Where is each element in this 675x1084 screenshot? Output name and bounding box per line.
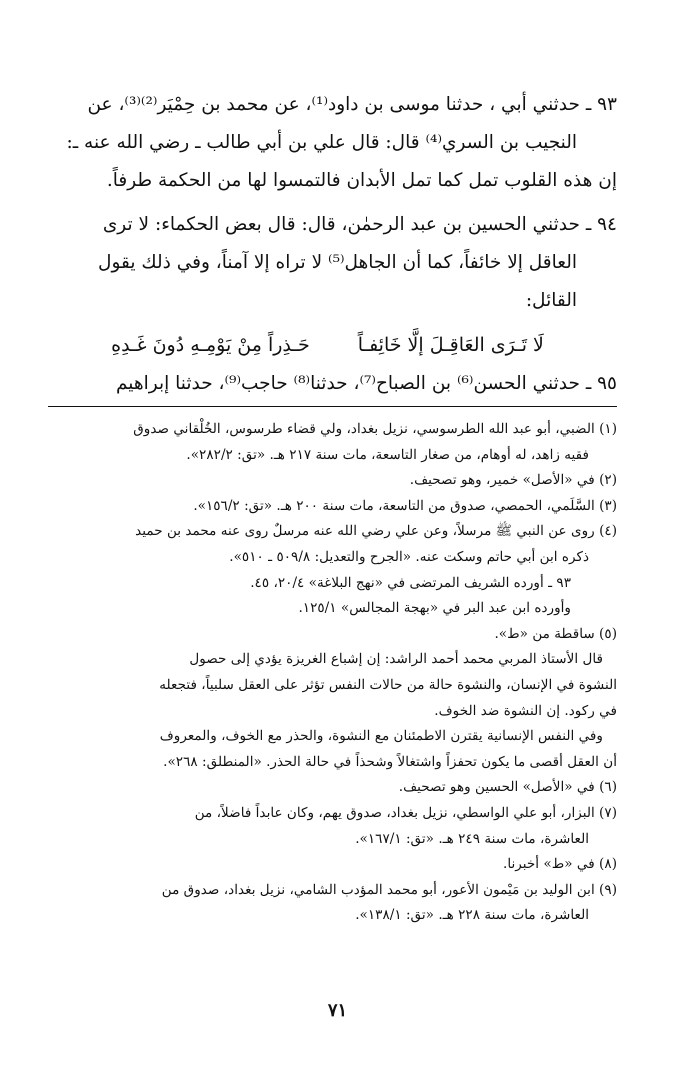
takhrij-93-line2: وأورده ابن عبد البر في «بهجة المجالس» ١٢٥/١. — [298, 600, 571, 617]
takhrij-93-line1: ٩٣ ـ أورده الشريف المرتضى في «نهج البلاغة» ٢٠/٤، ٤٥. — [250, 574, 571, 591]
page-number: ٧١ — [327, 1000, 348, 1021]
p93-line3: إن هذه القلوب تمل كما تمل الأبدان فالتمسوا لها من الحكمة طرفاً. — [106, 170, 617, 191]
footnote-1-line2: فقيه زاهد، له أوهام، من صغار التاسعة، مات سنة ٢١٧ هـ. «تق: ٢٨٢/٢». — [186, 446, 589, 463]
footnote-5 — [48, 622, 617, 648]
footnote-9-line2: العاشرة، مات سنة ٢٢٨ هـ. «تق: ١٣٨/١». — [355, 907, 589, 924]
footnote-5-comment-line2: النشوة في الإنسان، والنشوة حالة من حالات النفس تؤثر على العقل سلبياً، فتجعله — [159, 676, 617, 693]
footnote-9 — [48, 878, 617, 929]
page-body — [48, 86, 617, 929]
poetry-verse — [48, 326, 617, 364]
paragraph-94 — [48, 206, 617, 320]
footnote-4-line2: ذكره ابن أبي حاتم وسكت عنه. «الجرح والتعديل: ٥٠٩/٨ ـ ٥١٠». — [229, 548, 589, 565]
p95-line1: ٩٥ ـ حدثني الحسن⁽⁶⁾ بن الصباح⁽⁷⁾، حدثنا⁽⁸⁾ حاجب⁽⁹⁾، حدثنا إبراهيم — [115, 373, 617, 394]
footnote-9-line1: (٩) ابن الوليد بن مَيْمون الأعور، أبو محمد المؤدب الشامي، نزيل بغداد، صدوق من — [161, 881, 617, 898]
verse-hemistich-1: لَا تَـرَى العَاقِـلَ إلَّا خَائِفـاً — [357, 334, 544, 356]
p93-line1: ٩٣ ـ حدثني أبي ، حدثنا موسى بن داود⁽¹⁾، عن محمد بن حِمْيَر⁽²⁾⁽³⁾، عن — [87, 94, 617, 115]
footnote-5-comment-line3: في ركود. إن النشوة ضد الخوف. — [434, 702, 617, 719]
footnote-2 — [48, 468, 617, 494]
footnote-3 — [48, 494, 617, 520]
footnote-4 — [48, 519, 617, 570]
footnote-3-text: (٣) السَّلَمي، الحمصي، صدوق من التاسعة، مات سنة ٢٠٠ هـ. «تق: ١٥٦/٢». — [193, 497, 617, 514]
footnote-8-text: (٨) في «ط» أخبرنا. — [503, 856, 617, 873]
footnote-5-comment-line5: أن العقل أقصى ما يكون تحفزاً واشتغالاً وشحذاً في حالة الحذر. «المنطلق: ٢٦٨». — [163, 753, 617, 770]
footnote-1-line1: (١) الضبي، أبو عبد الله الطرسوسي، نزيل بغداد، ولي قضاء طرسوس، الخُلْقاني صدوق — [133, 421, 617, 437]
footnote-2-text: (٢) في «الأصل» خمير، وهو تصحيف. — [409, 472, 617, 489]
footnote-6-text: (٦) في «الأصل» الحسين وهو تصحيف. — [398, 779, 617, 796]
p94-line2: العاقل إلا خائفاً، كما أن الجاهل⁽⁵⁾ لا تراه إلا آمناً، وفي ذلك يقول — [98, 252, 577, 273]
paragraph-95 — [48, 366, 617, 407]
footnote-5-comment-line1: قال الأستاذ المربي محمد أحمد الراشد: إن إشباع الغريزة يؤدي إلى حصول — [189, 651, 603, 668]
footnote-6 — [48, 775, 617, 801]
footnotes — [48, 417, 617, 929]
p94-line1: ٩٤ ـ حدثني الحسين بن عبد الرحمٰن، قال: قال بعض الحكماء: لا ترى — [102, 214, 617, 235]
footnote-7-line2: العاشرة، مات سنة ٢٤٩ هـ. «تق: ١٦٧/١». — [355, 830, 589, 847]
footnote-5-comment-line4: وفي النفس الإنسانية يقترن الاطمئنان مع النشوة، والحذر مع الخوف، والمعروف — [159, 728, 603, 745]
footnote-7 — [48, 801, 617, 852]
footnote-1 — [48, 417, 617, 468]
p93-line2: النجيب بن السري⁽⁴⁾ قال: قال علي بن أبي طالب ـ رضي الله عنه ـ: — [66, 132, 577, 153]
paragraph-93 — [48, 86, 617, 200]
footnote-8 — [48, 852, 617, 878]
verse-hemistich-2: حَـذِراً مِنْ يَوْمِـهِ دُونَ غَـدِهِ — [111, 334, 310, 356]
footnote-7-line1: (٧) البزار، أبو علي الواسطي، نزيل بغداد، صدوق يهم، وكان عابداً فاضلاً، من — [194, 804, 617, 821]
p94-line3: القائل: — [525, 290, 577, 311]
footnote-5-text: (٥) ساقطة من «ط». — [494, 625, 617, 642]
footnote-4-line1: (٤) روى عن النبي ﷺ مرسلاً، وعن علي رضي الله عنه مرسلٌ روى عنه محمد بن حميد — [135, 523, 617, 540]
